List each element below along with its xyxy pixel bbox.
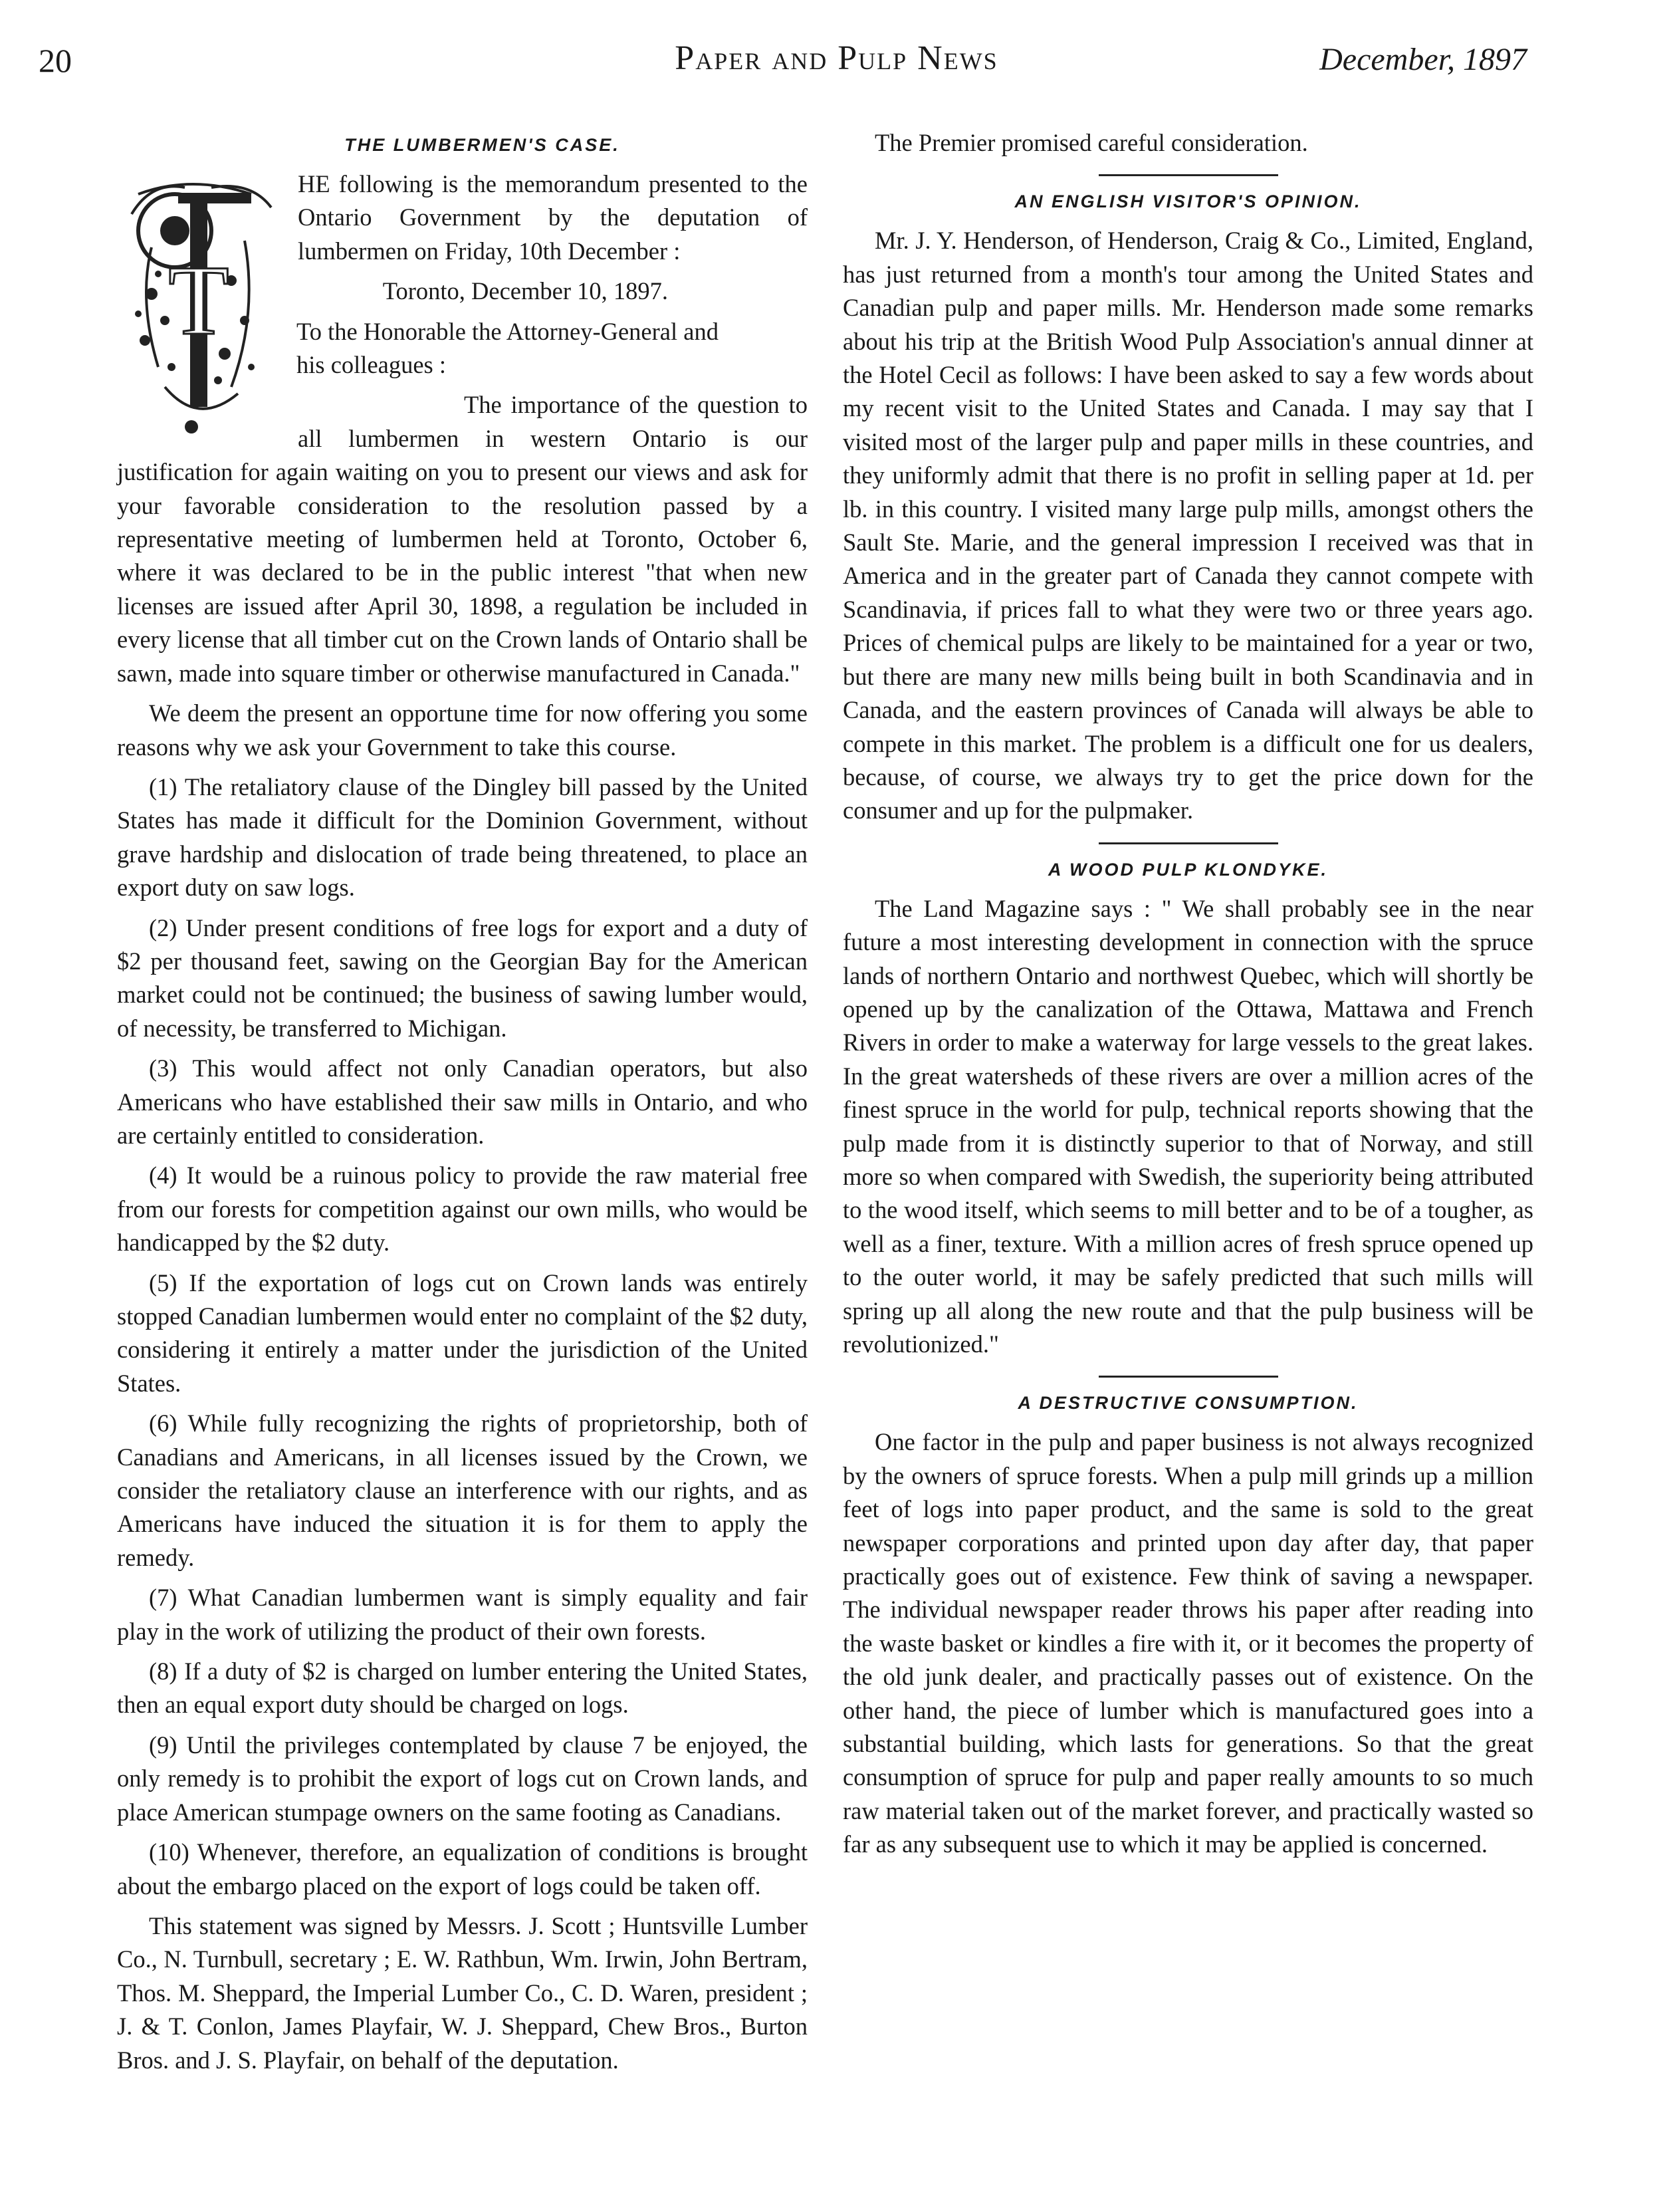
lumbermen-paragraph-2: We deem the present an opportune time for now offering you some reasons why we ask your Government to take this course. <box>117 699 808 761</box>
signatories: This statement was signed by Messrs. J. Scott ; Huntsville Lumber Co., N. Turnbull, secretary ; E. W. Rathbun, Wm. Irwin, John Bertram, Thos. M. Sheppard, the Imperial Lumber Co., C. D. Waren, president ; J. & T. Conlon, James Playfair, W. J. Sheppard, Chew Bros., Burton Bros. and J. S. Playfair, on behalf of the deputation. <box>117 1911 808 2074</box>
english-visitor-body: Mr. J. Y. Henderson, of Henderson, Craig & Co., Limited, England, has just returned from a month's tour among the United States and Canadian pulp and paper mills. Mr. Henderson made some remarks about his trip at the British Wood Pulp Association's annual dinner at the Hotel Cecil as follows: I have been asked to say a few words about my recent visit to the United States and Canada. I may say that I visited most of the larger pulp and paper mills in these countries, and they uniformly admit that there is no profit in selling paper at 1d. per lb. in this country. I visited many large pulp mills, amongst others the Sault Ste. Marie, and the general impression I received was that in America and in the greater part of Canada they cannot compete with Scandinavia, if prices fall to what they were two or three years ago. Prices of chemical pulps are likely to be maintained for a year or two, but there are many new mills being built in both Scandinavia and in Canada, and the eastern provinces of Canada will always be able to compete in this market. The problem is a difficult one for us dealers, because, of course, we always try to get the price down for the consumer and up for the pulpmaker. <box>843 227 1533 824</box>
clause-5: (5) If the exportation of logs cut on Crown lands was entirely stopped Canadian lumbermen would enter no complaint of the $2 duty, considering it entirely a matter under the jurisdiction of the United States. <box>117 1269 808 1397</box>
clause-6: (6) While fully recognizing the rights of proprietorship, both of Canadians and Americans, in all licenses issued by the Crown, we consider the retaliatory clause an interference with our rights, and as Americans have induced the situation it is for them to apply the remedy. <box>117 1410 808 1571</box>
english-visitor-heading: AN ENGLISH VISITOR'S OPINION. <box>1014 191 1362 212</box>
running-title: Paper and Pulp News <box>675 39 998 77</box>
address-line-2: his colleagues : <box>296 351 447 379</box>
lumbermen-intro: HE following is the memorandum presented to the Ontario Government by the deputation of lumbermen on Friday, 10th December : <box>298 170 808 265</box>
section-divider <box>1099 174 1278 176</box>
destructive-body: One factor in the pulp and paper business is not always recognized by the owners of spruce forests. When a pulp mill grinds up a million feet of logs into paper product, and the same is sold to the great newspaper corporations and printed upon day after day, that paper practically goes out of existence. Few think of saving a newspaper. The individual newspaper reader throws his paper after reading into the waste basket or kindles a fire with it, or it becomes the property of the old junk dealer, and practically passes out of existence. On the other hand, the piece of lumber which is manufactured goes into a substantial building, which lasts for generations. So that the great consumption of spruce for pulp and paper really amounts to so much raw material taken out of the market forever, and practically wasted so far as any subsequent use to which it may be applied is concerned. <box>843 1428 1533 1858</box>
right-column <box>843 126 1533 1868</box>
klondyke-body: The Land Magazine says : " We shall probably see in the near future a most interesting development in connection with the spruce lands of northern Ontario and northwest Quebec, which will shortly be opened up by the canalization of the Ottawa, Mattawa and French Rivers in order to make a waterway for large vessels to the great lakes. In the great watersheds of these rivers are over a million acres of the finest spruce in the world for pulp, technical reports showing that the pulp made from it is distinctly superior to that of Norway, and still more so when compared with Swedish, the superiority being attributed to the wood itself, which seems to mill better and to be of a tougher, as well as a finer, texture. With a million acres of fresh spruce opened up to the outer world, it may be safely predicted that such mills will spring up all along the new route and that the pulp business will be revolutionized." <box>843 894 1533 1358</box>
klondyke-heading: A WOOD PULP KLONDYKE. <box>1048 859 1328 880</box>
page-number: 20 <box>39 42 72 79</box>
lumbermen-dateline: Toronto, December 10, 1897. <box>382 277 668 305</box>
clause-8: (8) If a duty of $2 is charged on lumber entering the United States, then an equal export duty should be charged on logs. <box>117 1658 808 1719</box>
dropcap-ornament-icon <box>112 168 284 447</box>
issue-date: December, 1897 <box>1319 42 1527 77</box>
clause-9: (9) Until the privileges contemplated by clause 7 be enjoyed, the only remedy is to prohibit the export of logs cut on Crown lands, and place American stumpage owners on the same footing as Canadians. <box>117 1731 808 1826</box>
left-column <box>117 126 808 2084</box>
lumbermen-paragraph-1: The importance of the question to all lumbermen in western Ontario is our justification for again waiting on you to present our views and ask for your favorable consideration to the resolution passed by a representative meeting of lumbermen held at Toronto, October 6, where it was declared to be in the public interest "that when new licenses are issued after April 30, 1898, a regulation be included in every license that all timber cut on the Crown lands of Ontario shall be sawn, made into square timber or otherwise manufactured in Canada." <box>117 391 808 687</box>
destructive-heading: A DESTRUCTIVE CONSUMPTION. <box>1018 1393 1359 1413</box>
section-divider <box>1099 842 1278 844</box>
clause-2: (2) Under present conditions of free logs for export and a duty of $2 per thousand feet, sawing on the Georgian Bay for the American market could not be continued; the business of sawing lumber would, of necessity, be transferred to Michigan. <box>117 914 808 1042</box>
clause-10: (10) Whenever, therefore, an equalization of conditions is brought about the embargo placed on the export of logs could be taken off. <box>117 1838 808 1900</box>
clause-4: (4) It would be a ruinous policy to provide the raw material free from our forests for competition against our own mills, who would be handicapped by the $2 duty. <box>117 1162 808 1257</box>
clause-1: (1) The retaliatory clause of the Dingley bill passed by the United States has made it difficult for the Dominion Government, without grave hardship and dislocation of trade being threatened, to place an export duty on saw logs. <box>117 773 808 902</box>
ornamental-dropcap <box>112 168 284 447</box>
lumbermen-heading: THE LUMBERMEN'S CASE. <box>344 135 620 155</box>
address-line-1: To the Honorable the Attorney-General and <box>296 317 719 345</box>
premier-note: The Premier promised careful consideration. <box>875 129 1308 156</box>
dropcap-letter: T <box>168 245 229 356</box>
clause-7: (7) What Canadian lumbermen want is simply equality and fair play in the work of utilizing the product of their own forests. <box>117 1584 808 1645</box>
clause-3: (3) This would affect not only Canadian operators, but also Americans who have established their saw mills in Ontario, and who are certainly entitled to consideration. <box>117 1054 808 1149</box>
section-divider <box>1099 1376 1278 1378</box>
